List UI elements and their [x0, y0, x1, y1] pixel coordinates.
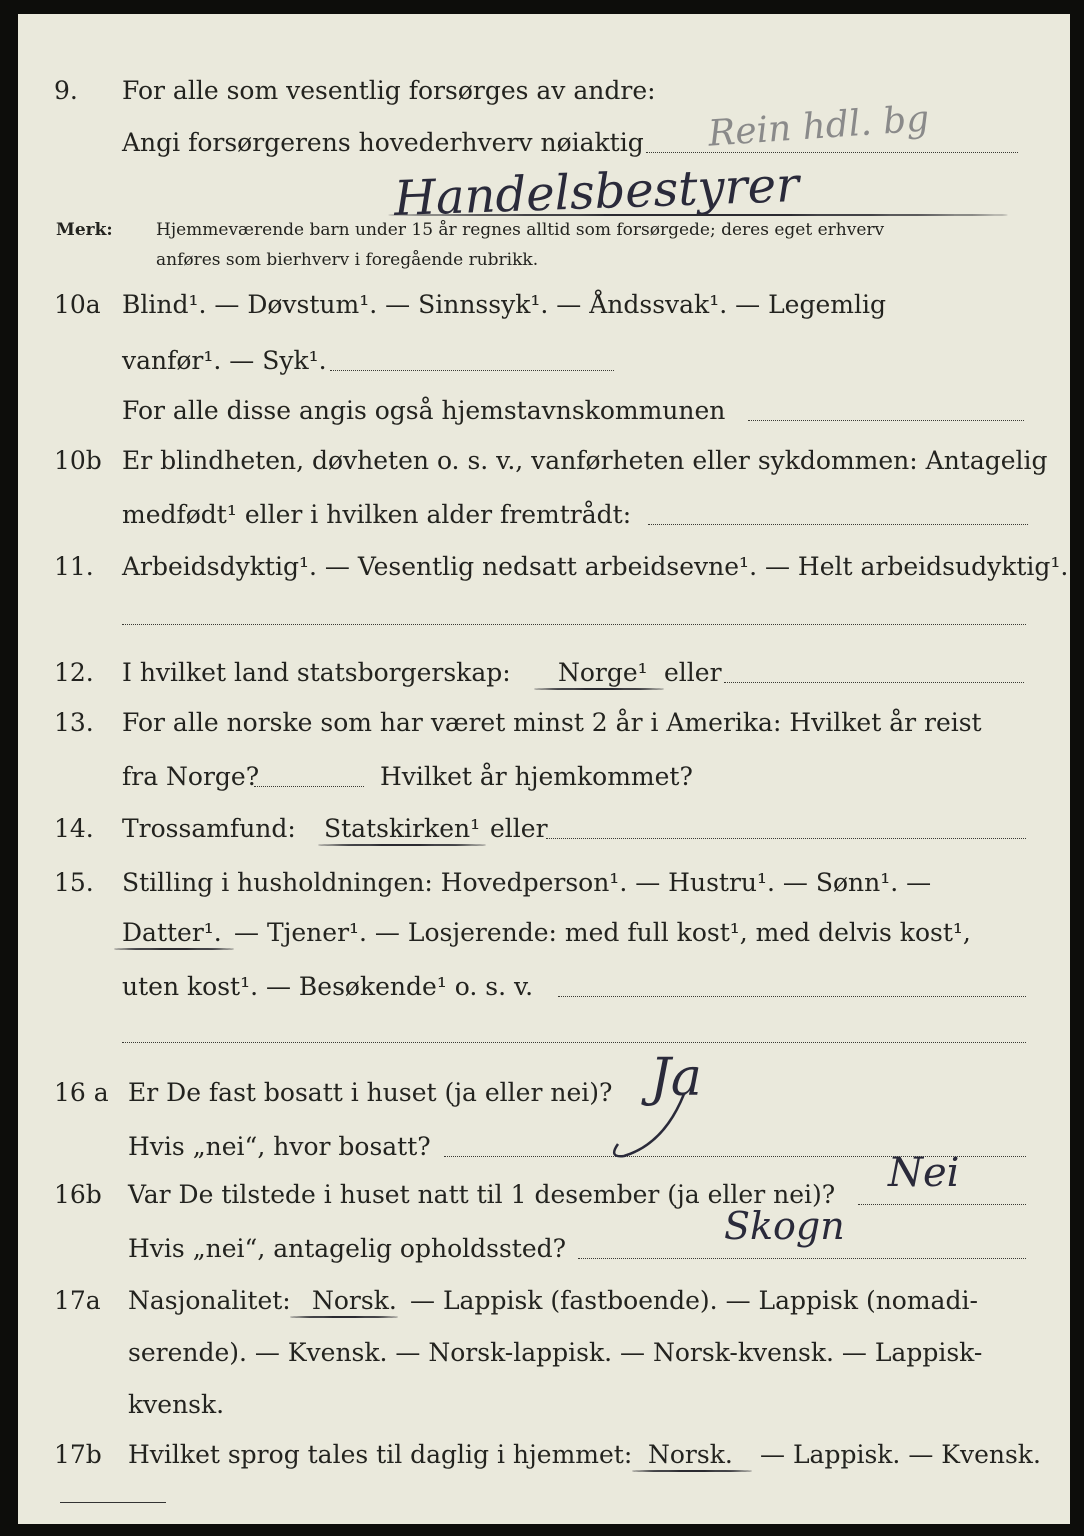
q17b-text-1c: — Lappisk. — Kvensk.: [760, 1440, 1041, 1469]
q17a-text-2: serende). — Kvensk. — Norsk-lappisk. — Norsk-kvensk. — Lappisk-: [128, 1338, 983, 1367]
q12-underline-mark: [534, 688, 664, 690]
q12-eller: eller: [664, 658, 722, 687]
q17a-number: 17a: [54, 1286, 101, 1315]
q10b-text-2: medfødt¹ eller i hvilken alder fremtrådt:: [122, 500, 632, 529]
q17b-text-1a: Hvilket sprog tales til daglig i hjemmet:: [128, 1440, 633, 1469]
merk-text-2: anføres som bierhverv i foregående rubrikk.: [156, 250, 539, 270]
q10a-number: 10a: [54, 290, 101, 319]
q10a-text-2: vanfør¹. — Syk¹.: [122, 346, 327, 375]
q14-answer-line: [546, 838, 1026, 839]
q17b-number: 17b: [54, 1440, 102, 1469]
q12-text: I hvilket land statsborgerskap:: [122, 658, 511, 687]
q13-text-2b: Hvilket år hjemkommet?: [380, 762, 693, 791]
q13-number: 13.: [54, 708, 94, 737]
q14-underline-mark: [318, 844, 486, 846]
q9-answer-line: [646, 152, 1018, 153]
q10a-hometown-line: [748, 420, 1024, 421]
q9-pencil-note: Rein hdl. bg: [706, 98, 931, 155]
q16a-number: 16 a: [54, 1078, 109, 1107]
q10b-answer-line: [648, 524, 1028, 525]
q14-option-statskirken: Statskirken¹: [324, 814, 481, 843]
q14-text: Trossamfund:: [122, 814, 296, 843]
q10a-text-1: Blind¹. — Døvstum¹. — Sinnssyk¹. — Åndssvak¹. — Legemlig: [122, 290, 886, 319]
q16a-text-1: Er De fast bosatt i huset (ja eller nei)?: [128, 1078, 613, 1107]
census-form-page: [18, 14, 1070, 1524]
q16b-number: 16b: [54, 1180, 102, 1209]
q9-text-2: Angi forsørgerens hovederhverv nøiaktig: [122, 128, 644, 157]
q16b-text-1: Var De tilstede i huset natt til 1 desember (ja eller nei)?: [128, 1180, 836, 1209]
q9-number: 9.: [54, 76, 78, 105]
q10b-text-1: Er blindheten, døvheten o. s. v., vanførheten eller sykdommen: Antagelig: [122, 446, 1048, 475]
q17a-underline-mark: [290, 1316, 398, 1318]
q14-number: 14.: [54, 814, 94, 843]
q15-extra-line: [122, 1042, 1026, 1043]
q16a-handwritten-answer: Ja: [650, 1048, 702, 1108]
q15-number: 15.: [54, 868, 94, 897]
q16a-text-2: Hvis „nei“, hvor bosatt?: [128, 1132, 431, 1161]
q11-text-1: Arbeidsdyktig¹. — Vesentlig nedsatt arbeidsevne¹. — Helt arbeidsudyktig¹.: [122, 552, 1069, 581]
q15-underline-mark: [114, 948, 234, 950]
q17a-option-norsk: Norsk.: [312, 1286, 397, 1315]
q9-answer-stroke: [388, 214, 1008, 216]
q15-answer-line: [558, 996, 1026, 997]
q17b-underline-mark: [632, 1470, 752, 1472]
q13-text-1: For alle norske som har været minst 2 år i Amerika: Hvilket år reist: [122, 708, 982, 737]
q15-text-1: Stilling i husholdningen: Hovedperson¹. — Hustru¹. — Sønn¹. —: [122, 868, 932, 897]
q10b-number: 10b: [54, 446, 102, 475]
q16b-place-line: [578, 1258, 1026, 1259]
q16b-answer-line: [858, 1204, 1026, 1205]
q17a-text-3: kvensk.: [128, 1390, 225, 1419]
q14-eller: eller: [490, 814, 548, 843]
merk-text-1: Hjemmeværende barn under 15 år regnes alltid som forsørgede; deres eget erhverv: [156, 220, 885, 240]
footnote-divider: [60, 1502, 166, 1503]
q16b-handwritten-answer: Nei: [888, 1150, 960, 1196]
q17b-option-norsk: Norsk.: [648, 1440, 733, 1469]
q16b-handwritten-place: Skogn: [724, 1204, 845, 1248]
q9-handwritten-answer: Handelsbestyrer: [393, 156, 800, 228]
q16b-text-2: Hvis „nei“, antagelig opholdssted?: [128, 1234, 567, 1263]
q17a-text-1c: — Lappisk (fastboende). — Lappisk (nomadi-: [410, 1286, 978, 1315]
q15-option-datter: Datter¹.: [122, 918, 222, 947]
q11-answer-line: [122, 624, 1026, 625]
q11-number: 11.: [54, 552, 94, 581]
q12-number: 12.: [54, 658, 94, 687]
q13-text-2a: fra Norge?: [122, 762, 260, 791]
merk-label: Merk:: [56, 220, 113, 240]
q15-text-3: uten kost¹. — Besøkende¹ o. s. v.: [122, 972, 534, 1001]
q9-text-1: For alle som vesentlig forsørges av andre:: [122, 76, 656, 105]
q17a-text-1a: Nasjonalitet:: [128, 1286, 291, 1315]
q16a-answer-stroke: [604, 1074, 694, 1164]
q10a-text-3: For alle disse angis også hjemstavnskommunen: [122, 396, 726, 425]
q10a-answer-line: [330, 370, 614, 371]
q12-answer-line: [724, 682, 1024, 683]
q12-option-norge: Norge¹: [558, 658, 648, 687]
q13-year-left-line: [254, 786, 364, 787]
q15-text-2b: — Tjener¹. — Losjerende: med full kost¹, med delvis kost¹,: [234, 918, 971, 947]
